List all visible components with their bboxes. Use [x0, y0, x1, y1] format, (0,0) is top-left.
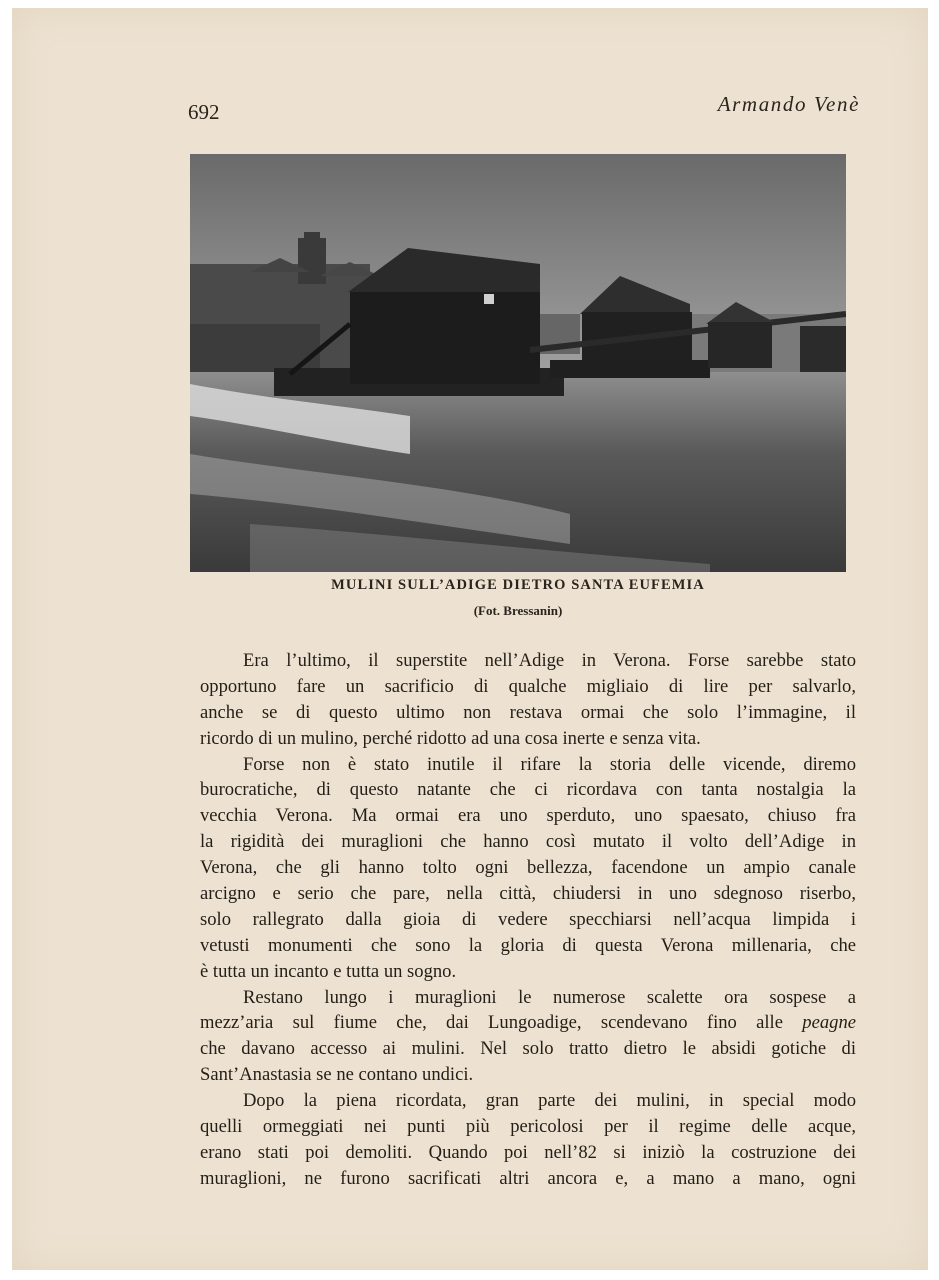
text-segment: mezz’aria sul fiume che, dai Lungoadige, scendevano fino alle	[200, 1012, 783, 1034]
text-line: Restano lungo i muraglioni le numerose scalette ora sospese a	[243, 986, 856, 1008]
text-line: erano stati poi demoliti. Quando poi nell’82 si iniziò la costruzione dei	[200, 1141, 856, 1163]
text-line: è tutta un incanto e tutta un sogno.	[200, 960, 457, 982]
photograph-mills-on-adige	[190, 154, 846, 572]
text-line: Verona, che gli hanno tolto ogni bellezza, facendone un ampio canale	[200, 857, 856, 879]
text-line: Forse non è stato inutile il rifare la storia delle vicende, diremo	[243, 753, 856, 775]
page-number: 692	[188, 100, 220, 124]
text-line: Era l’ultimo, il superstite nell’Adige in Verona. Forse sarebbe stato	[243, 650, 856, 671]
text-line: ricordo di un mulino, perché ridotto ad una cosa inerte e senza vita.	[200, 727, 701, 749]
text-line: muraglioni, ne furono sacrificati altri ancora e, a mano a mano, ogni	[200, 1167, 856, 1189]
article-body	[200, 648, 856, 1192]
figure-caption: MULINI SULL’ADIGE DIETRO SANTA EUFEMIA	[331, 577, 705, 593]
text-line: Dopo la piena ricordata, gran parte dei mulini, in special modo	[243, 1090, 856, 1112]
text-line: Sant’Anastasia se ne contano undici.	[200, 1064, 474, 1086]
text-line: solo rallegrato dalla gioia di vedere specchiarsi nell’acqua limpida i	[200, 908, 856, 930]
text-line: opportuno fare un sacrificio di qualche migliaio di lire per salvarlo,	[200, 675, 856, 697]
text-line: che davano accesso ai mulini. Nel solo tratto dietro le absidi gotiche di	[200, 1038, 856, 1060]
text-line: vetusti monumenti che sono la gloria di questa Verona millenaria, che	[200, 934, 856, 956]
italic-word-peagne: peagne	[802, 1012, 856, 1034]
photo-credit: (Fot. Bressanin)	[473, 603, 563, 618]
text-line-with-italic	[200, 1010, 856, 1036]
text-line: quelli ormeggiati nei punti più pericolosi per il regime delle acque,	[200, 1116, 856, 1138]
text-line: burocratiche, di questo natante che ci ricordava con tanta nostalgia la	[200, 779, 856, 801]
text-line: anche se di questo ultimo non restava ormai che solo l’immagine, il	[200, 701, 856, 723]
text-line: arcigno e serio che pare, nella città, chiudersi in uno sdegnoso riserbo,	[200, 883, 856, 905]
text-line: la rigidità dei muraglioni che hanno così mutato il volto dell’Adige in	[200, 831, 856, 853]
text-line: vecchia Verona. Ma ormai era uno sperduto, uno spaesato, chiuso fra	[200, 805, 856, 827]
running-head-author: Armando Venè	[717, 92, 860, 116]
